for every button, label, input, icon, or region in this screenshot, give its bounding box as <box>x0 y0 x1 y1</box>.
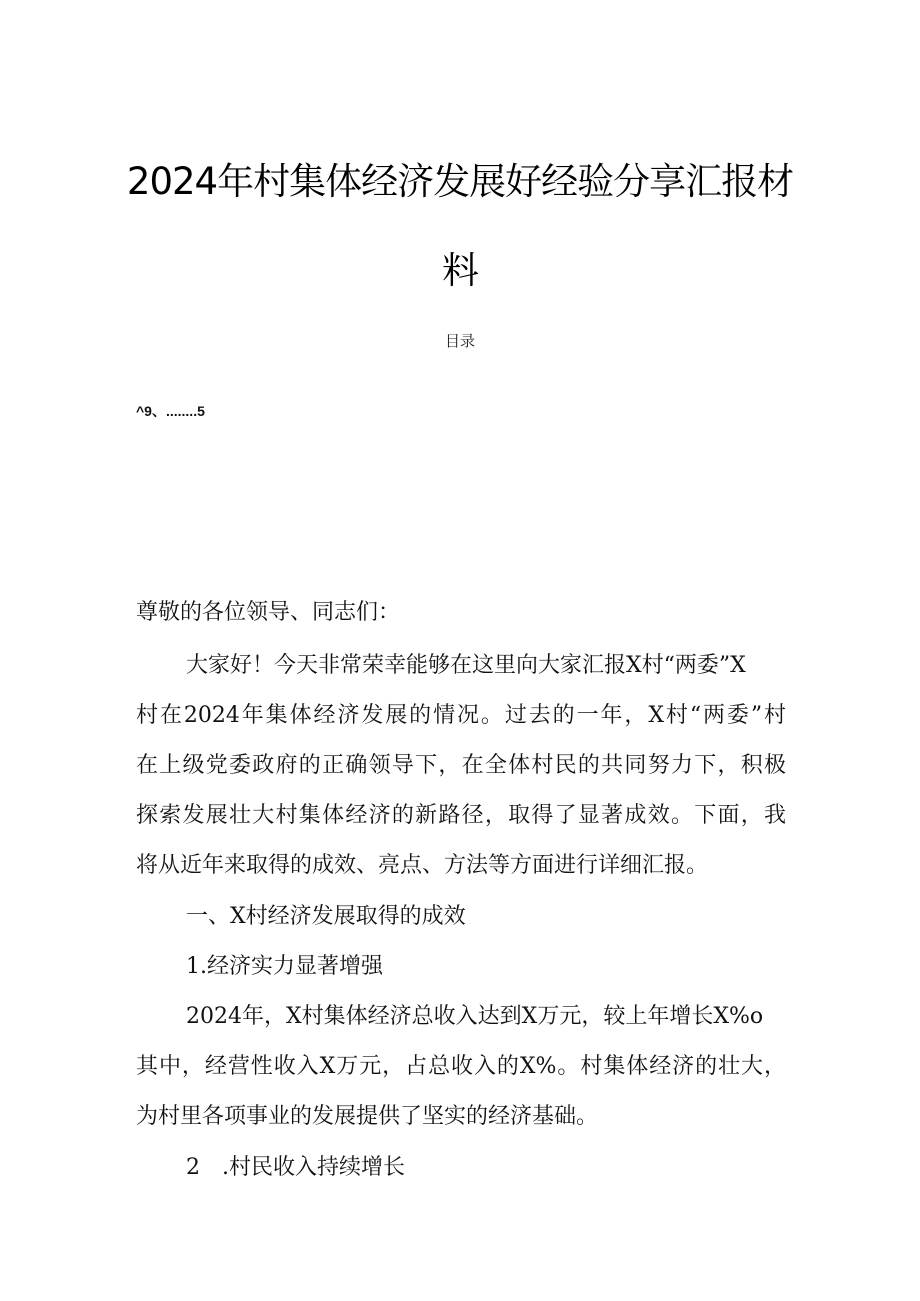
intro-line-4: 探索发展壮大村集体经济的新路径，取得了显著成效。下面，我 <box>136 803 786 828</box>
intro-line-2: 村在2024年集体经济发展的情况。过去的一年，X村“两委”村 <box>136 703 786 728</box>
document-title-line-2: 料 <box>442 249 478 292</box>
section-1-heading: 一、X村经济发展取得的成效 <box>186 904 466 929</box>
toc-heading: 目录 <box>444 332 475 350</box>
subsection-2-heading: 2 .村民收入持续增长 <box>186 1155 405 1180</box>
toc-entry: ^9、........5 <box>136 403 205 419</box>
document-title-line-1: 2024年村集体经济发展好经验分享汇报材 <box>126 160 794 203</box>
subsection-1-line-3: 为村里各项事业的发展提供了坚实的经济基础。 <box>136 1104 599 1129</box>
salutation: 尊敬的各位领导、同志们： <box>136 600 401 625</box>
intro-line-5: 将从近年来取得的成效、亮点、方法等方面进行详细汇报。 <box>136 853 709 878</box>
intro-line-1: 大家好！今天非常荣幸能够在这里向大家汇报X村“两委”X <box>186 653 746 678</box>
subsection-1-line-1: 2024年，X村集体经济总收入达到X万元，较上年增长X%o <box>186 1004 764 1029</box>
subsection-1-heading: 1.经济实力显著增强 <box>186 954 383 979</box>
subsection-1-line-2: 其中，经营性收入X万元，占总收入的X%。村集体经济的壮大， <box>136 1054 786 1079</box>
intro-line-3: 在上级党委政府的正确领导下，在全体村民的共同努力下，积极 <box>136 753 786 778</box>
